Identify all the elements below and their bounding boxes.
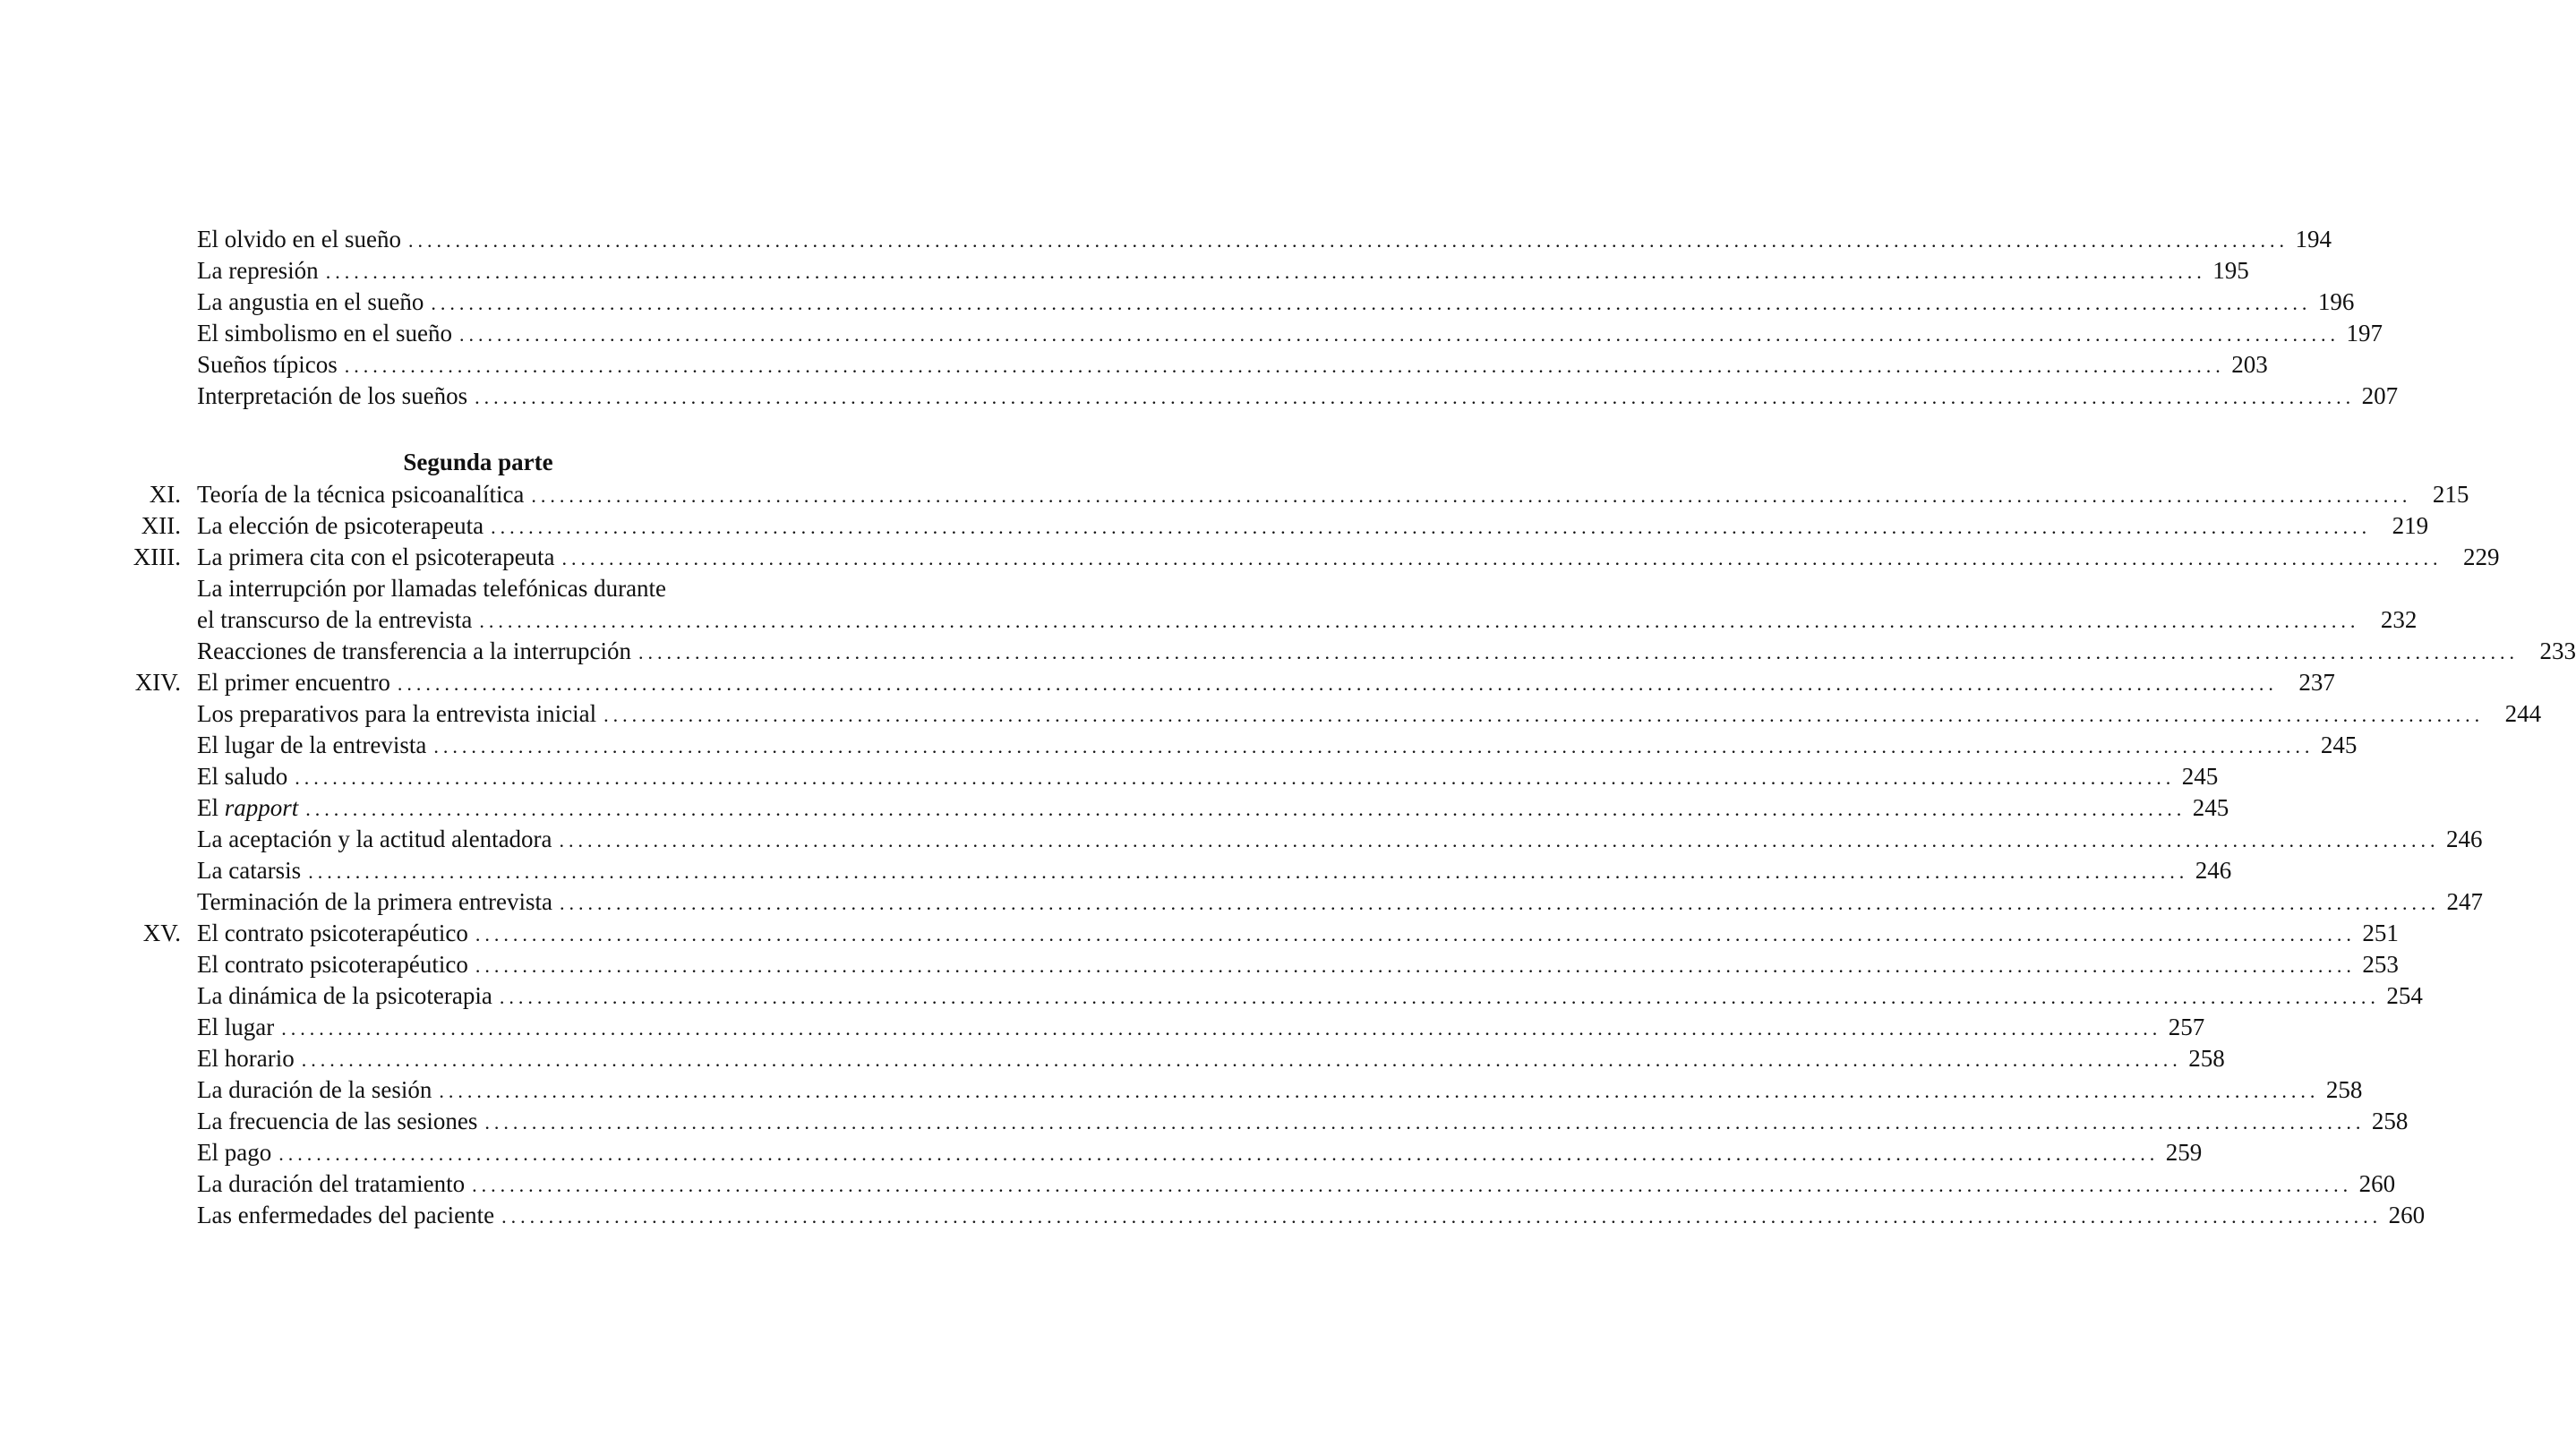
dot-leader: ........................................................................................................................................................................................................ <box>278 1142 2160 1165</box>
page-number: 244 <box>2504 700 2542 727</box>
page-number: 215 <box>2432 481 2469 508</box>
toc-entry <box>0 542 2500 573</box>
dot-leader: ........................................................................................................................................................................................................ <box>559 892 2440 914</box>
entry-title: Las enfermedades del paciente <box>197 1200 501 1231</box>
toc-entry <box>0 510 2429 542</box>
entry-title-prefix: El <box>197 794 225 821</box>
entry-line <box>197 980 2423 1013</box>
toc-entry <box>0 224 2332 255</box>
page-number: 203 <box>2231 351 2268 378</box>
entry-line <box>197 604 2418 637</box>
entry-line <box>197 1200 2426 1232</box>
entry-line <box>197 542 2500 574</box>
page-number: 258 <box>2371 1108 2409 1134</box>
entry-title: El contrato psicoterapéutico <box>197 918 475 949</box>
page-number: 229 <box>2463 543 2500 570</box>
dot-leader: ........................................................................................................................................................................................................ <box>344 355 2225 377</box>
entry-title-italic: rapport <box>224 794 299 821</box>
entry-title: La aceptación y la actitud alentadora <box>197 824 560 855</box>
entry-line <box>197 510 2429 543</box>
page-number: 260 <box>2358 1170 2396 1197</box>
section-spacer <box>0 412 953 446</box>
toc-entry <box>0 698 2542 730</box>
page-number: 245 <box>2181 763 2219 790</box>
page-number: 196 <box>2317 288 2355 315</box>
page-number: 197 <box>2346 320 2383 347</box>
entry-line <box>197 730 2358 762</box>
dot-leader: ........................................................................................................................................................................................................ <box>301 1048 2182 1071</box>
page-number: 257 <box>2168 1014 2205 1040</box>
page-number: 195 <box>2212 257 2249 284</box>
dot-leader: ........................................................................................................................................................................................................ <box>638 641 2519 663</box>
entry-title: El contrato psicoterapéutico <box>197 949 475 980</box>
toc-entry <box>0 479 2469 510</box>
entry-line <box>197 573 845 604</box>
entry-title: La catarsis <box>197 855 308 886</box>
dot-leader: ........................................................................................................................................................................................................ <box>458 323 2340 346</box>
entry-line <box>197 479 2469 511</box>
toc-entry <box>0 667 2335 698</box>
toc-entry <box>0 604 2418 636</box>
entry-line <box>197 1012 2205 1044</box>
entry-line <box>197 1137 2203 1169</box>
toc-entry <box>0 287 2355 318</box>
toc-entry <box>0 381 2399 412</box>
dot-leader: ........................................................................................................................................................................................................ <box>479 610 2360 632</box>
toc-entry <box>0 255 2249 287</box>
toc-entry <box>0 1137 2203 1168</box>
dot-leader: ........................................................................................................................................................................................................ <box>475 923 2356 945</box>
entry-line <box>197 636 2576 668</box>
page-number: 245 <box>2192 794 2229 821</box>
entry-line <box>197 886 2483 919</box>
toc-entry <box>0 1200 2426 1231</box>
toc-entry <box>0 855 2232 886</box>
page-number: 251 <box>2362 920 2399 946</box>
entry-title: La elección de psicoterapeuta <box>197 510 491 542</box>
entry-title: Interpretación de los sueños <box>197 381 475 412</box>
dot-leader: ........................................................................................................................................................................................................ <box>475 954 2356 977</box>
page-number: 258 <box>2325 1076 2363 1103</box>
entry-title: Sueños típicos <box>197 349 345 381</box>
page-number: 246 <box>2446 826 2483 852</box>
entry-line <box>197 255 2249 287</box>
entry-line <box>197 1106 2409 1138</box>
dot-leader: ........................................................................................................................................................................................................ <box>561 547 2443 569</box>
toc-entry <box>0 636 2576 667</box>
page-number: 254 <box>2386 982 2423 1009</box>
toc-entry <box>0 730 2358 761</box>
entry-title: El horario <box>197 1043 302 1074</box>
entry-line <box>197 918 2399 950</box>
entry-line <box>197 698 2542 731</box>
dot-leader: ........................................................................................................................................................................................................ <box>305 798 2187 820</box>
page-number: 246 <box>2195 857 2232 884</box>
entry-line <box>197 824 2483 856</box>
entry-title: El olvido en el sueño <box>197 224 408 255</box>
page-number: 194 <box>2295 226 2332 252</box>
toc-entry <box>0 1043 2225 1074</box>
entry-title: La frecuencia de las sesiones <box>197 1106 484 1137</box>
page-number: 253 <box>2362 951 2399 978</box>
entry-line <box>197 949 2399 981</box>
dot-leader: ........................................................................................................................................................................................................ <box>281 1017 2162 1040</box>
entry-title <box>197 792 305 824</box>
toc-entry <box>0 318 2383 349</box>
dot-leader: ........................................................................................................................................................................................................ <box>491 516 2372 538</box>
entry-title: El saludo <box>197 761 295 792</box>
chapter-number: XII. <box>141 512 181 539</box>
entry-title: La dinámica de la psicoterapia <box>197 980 500 1012</box>
entry-title: El lugar <box>197 1012 281 1043</box>
entry-title: Los preparativos para la entrevista inicial <box>197 698 603 730</box>
dot-leader: ........................................................................................................................................................................................................ <box>407 229 2289 252</box>
dot-leader: ........................................................................................................................................................................................................ <box>295 766 2176 789</box>
chapter-number: XV. <box>142 920 181 946</box>
page-number: 232 <box>2380 606 2418 633</box>
entry-title: La interrupción por llamadas telefónicas durante <box>197 573 673 604</box>
page-number: 207 <box>2361 382 2399 409</box>
dot-leader: ........................................................................................................................................................................................................ <box>472 1174 2353 1196</box>
page-number: 260 <box>2388 1202 2426 1228</box>
entry-title: Terminación de la primera entrevista <box>197 886 560 918</box>
entry-line <box>197 761 2219 793</box>
toc-entry <box>0 1012 2205 1043</box>
dot-leader: ........................................................................................................................................................................................................ <box>559 829 2440 851</box>
dot-leader: ........................................................................................................................................................................................................ <box>501 1205 2383 1228</box>
toc-entry <box>0 573 953 604</box>
chapter-number: XIV. <box>134 669 181 696</box>
entry-title: La represión <box>197 255 326 287</box>
page-number: 237 <box>2298 669 2335 696</box>
toc-entry <box>0 1074 2363 1106</box>
entry-title: La duración de la sesión <box>197 1074 439 1106</box>
entry-title: Reacciones de transferencia a la interrupción <box>197 636 638 667</box>
entry-title: El pago <box>197 1137 278 1168</box>
entry-line <box>197 792 2229 825</box>
toc-entry <box>0 980 2423 1012</box>
entry-line <box>197 1074 2363 1107</box>
page-number: 233 <box>2539 637 2576 664</box>
entry-title: el transcurso de la entrevista <box>197 604 479 636</box>
toc-entry <box>0 949 2399 980</box>
page-number: 247 <box>2446 888 2483 915</box>
entry-title: El simbolismo en el sueño <box>197 318 459 349</box>
chapter-number: XIII. <box>133 543 181 570</box>
dot-leader: ........................................................................................................................................................................................................ <box>603 704 2485 726</box>
toc-entry <box>0 1168 2396 1200</box>
page-number: 259 <box>2165 1139 2203 1166</box>
table-of-contents <box>0 224 2576 1231</box>
entry-title: La angustia en el sueño <box>197 287 431 318</box>
toc-entry <box>0 792 2229 824</box>
chapter-number: XI. <box>149 481 181 508</box>
dot-leader: ........................................................................................................................................................................................................ <box>431 292 2312 314</box>
entry-line <box>197 349 2268 381</box>
entry-title: Teoría de la técnica psicoanalítica <box>197 479 531 510</box>
toc-entry <box>0 1106 2409 1137</box>
entry-line <box>197 1043 2225 1075</box>
entry-title: El primer encuentro <box>197 667 398 698</box>
toc-entry <box>0 918 2399 949</box>
entry-line <box>197 667 2335 699</box>
entry-title: El lugar de la entrevista <box>197 730 433 761</box>
entry-line <box>197 855 2232 887</box>
entry-line <box>197 224 2332 256</box>
dot-leader: ........................................................................................................................................................................................................ <box>325 261 2206 283</box>
dot-leader: ........................................................................................................................................................................................................ <box>397 672 2278 695</box>
dot-leader: ........................................................................................................................................................................................................ <box>499 986 2380 1008</box>
entry-line <box>197 287 2355 319</box>
entry-title: La duración del tratamiento <box>197 1168 472 1200</box>
dot-leader: ........................................................................................................................................................................................................ <box>484 1111 2366 1134</box>
toc-entry <box>0 824 2483 855</box>
dot-leader: ........................................................................................................................................................................................................ <box>308 860 2189 883</box>
toc-entry <box>0 886 2483 918</box>
entry-line <box>197 318 2383 350</box>
dot-leader: ........................................................................................................................................................................................................ <box>531 484 2412 507</box>
section-heading: Segunda parte <box>403 449 553 475</box>
page-number: 258 <box>2188 1045 2225 1072</box>
dot-leader: ........................................................................................................................................................................................................ <box>439 1080 2320 1102</box>
toc-entry <box>0 349 2268 381</box>
page-number: 245 <box>2320 732 2358 758</box>
entry-line <box>197 381 2399 413</box>
dot-leader: ........................................................................................................................................................................................................ <box>433 735 2315 757</box>
toc-entry <box>0 761 2219 792</box>
entry-title: La primera cita con el psicoterapeuta <box>197 542 562 573</box>
dot-leader: ........................................................................................................................................................................................................ <box>475 386 2356 408</box>
entry-line <box>197 1168 2396 1201</box>
page-number: 219 <box>2392 512 2429 539</box>
